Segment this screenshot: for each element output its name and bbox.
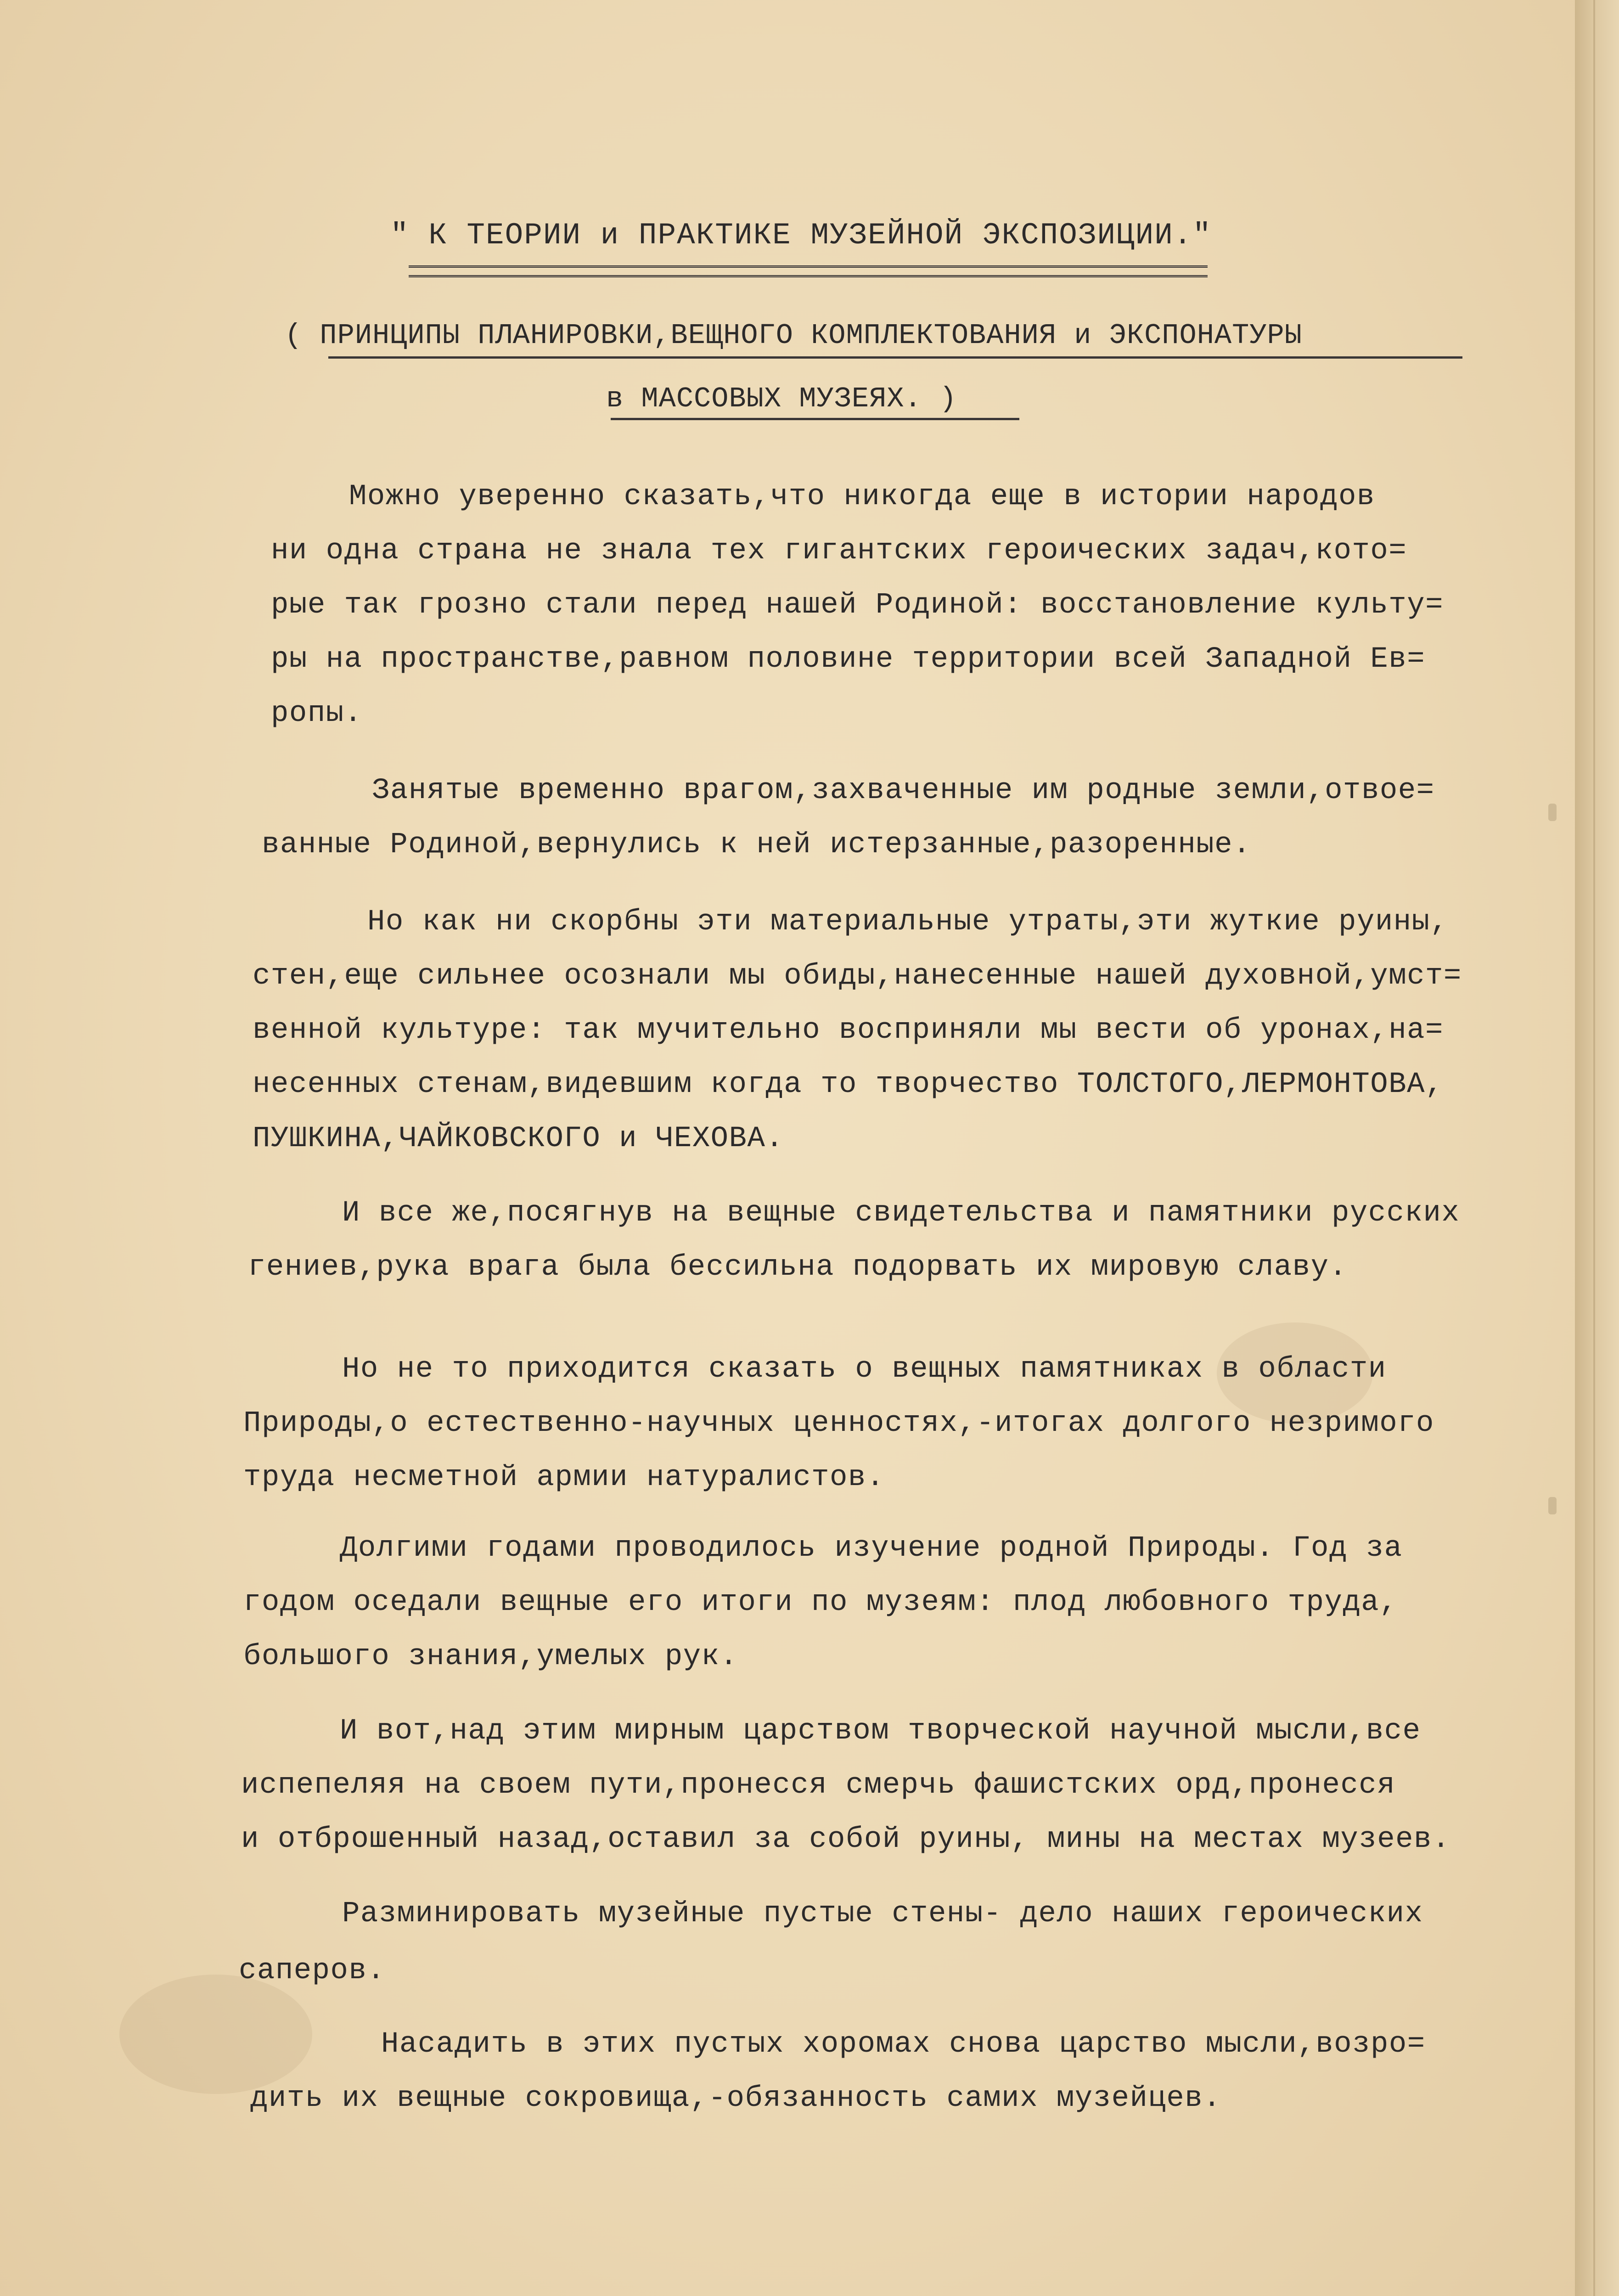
text-line: ры на пространстве,равном половине территории всей Западной Ев= — [271, 643, 1426, 676]
text-line: рые так грозно стали перед нашей Родиной: восстановление культу= — [271, 589, 1444, 622]
text-line: стен,еще сильнее осознали мы обиды,нанесенные нашей духовной,умст= — [253, 960, 1462, 993]
text-line: венной культуре: так мучительно восприняли мы вести об уронах,на= — [253, 1014, 1444, 1047]
text-line: Природы,о естественно-научных ценностях,-итогах долгого незримого — [243, 1407, 1434, 1440]
text-line: Насадить в этих пустых хоромах снова царство мысли,возро= — [381, 2028, 1426, 2061]
text-line: Можно уверенно сказать,что никогда еще в истории народов — [349, 480, 1375, 513]
text-line: несенных стенам,видевшим когда то творчество ТОЛСТОГО,ЛЕРМОНТОВА, — [253, 1068, 1444, 1101]
document-subtitle-line-2: в МАССОВЫХ МУЗЕЯХ. ) — [606, 383, 957, 415]
text-line: дить их вещные сокровища,-обязанность самих музейцев. — [250, 2082, 1222, 2115]
paper-fold-line — [1593, 0, 1595, 2296]
text-line: ПУШКИНА,ЧАЙКОВСКОГО и ЧЕХОВА. — [253, 1122, 784, 1155]
subtitle-underline — [328, 356, 1462, 359]
text-line: ванные Родиной,вернулись к ней истерзанные,разоренные. — [262, 828, 1251, 861]
text-line: труда несметной армии натуралистов. — [243, 1461, 885, 1494]
paper-stack-edge — [1575, 0, 1619, 2296]
text-line: испепеляя на своем пути,пронесся смерчь фашистских орд,пронесся — [241, 1769, 1396, 1802]
subtitle-underline — [611, 418, 1019, 420]
text-line: Долгими годами проводилось изучение родной Природы. Год за — [340, 1532, 1403, 1565]
text-line: годом оседали вещные его итоги по музеям: плод любовного труда, — [243, 1586, 1398, 1619]
text-line: Занятые временно врагом,захваченные им родные земли,отвое= — [372, 774, 1435, 807]
text-line: гениев,рука врага была бессильна подорвать их мировую славу. — [248, 1251, 1348, 1284]
document-title: " К ТЕОРИИ и ПРАКТИКЕ МУЗЕЙНОЙ ЭКСПОЗИЦИИ." — [390, 218, 1212, 253]
text-line: Но не то приходится сказать о вещных памятниках в области — [342, 1353, 1387, 1386]
text-line: Но как ни скорбны эти материальные утраты,эти жуткие руины, — [367, 906, 1449, 939]
text-line: И вот,над этим мирным царством творческой научной мысли,все — [340, 1715, 1421, 1748]
text-line: и отброшенный назад,оставил за собой руины, мины на местах музеев. — [241, 1823, 1450, 1856]
text-line: ни одна страна не знала тех гигантских героических задач,кото= — [271, 535, 1407, 568]
text-line: Разминировать музейные пустые стены- дело наших героических — [342, 1897, 1423, 1930]
document-subtitle-line-1: ( ПРИНЦИПЫ ПЛАНИРОВКИ,ВЕЩНОГО КОМПЛЕКТОВАНИЯ и ЭКСПОНАТУРЫ — [285, 319, 1302, 352]
text-line: большого знания,умелых рук. — [243, 1640, 738, 1673]
text-line: И все же,посягнув на вещные свидетельства и памятники русских — [342, 1197, 1460, 1230]
title-double-underline — [409, 265, 1208, 277]
text-line: ропы. — [271, 697, 363, 730]
text-line: саперов. — [239, 1954, 386, 1987]
